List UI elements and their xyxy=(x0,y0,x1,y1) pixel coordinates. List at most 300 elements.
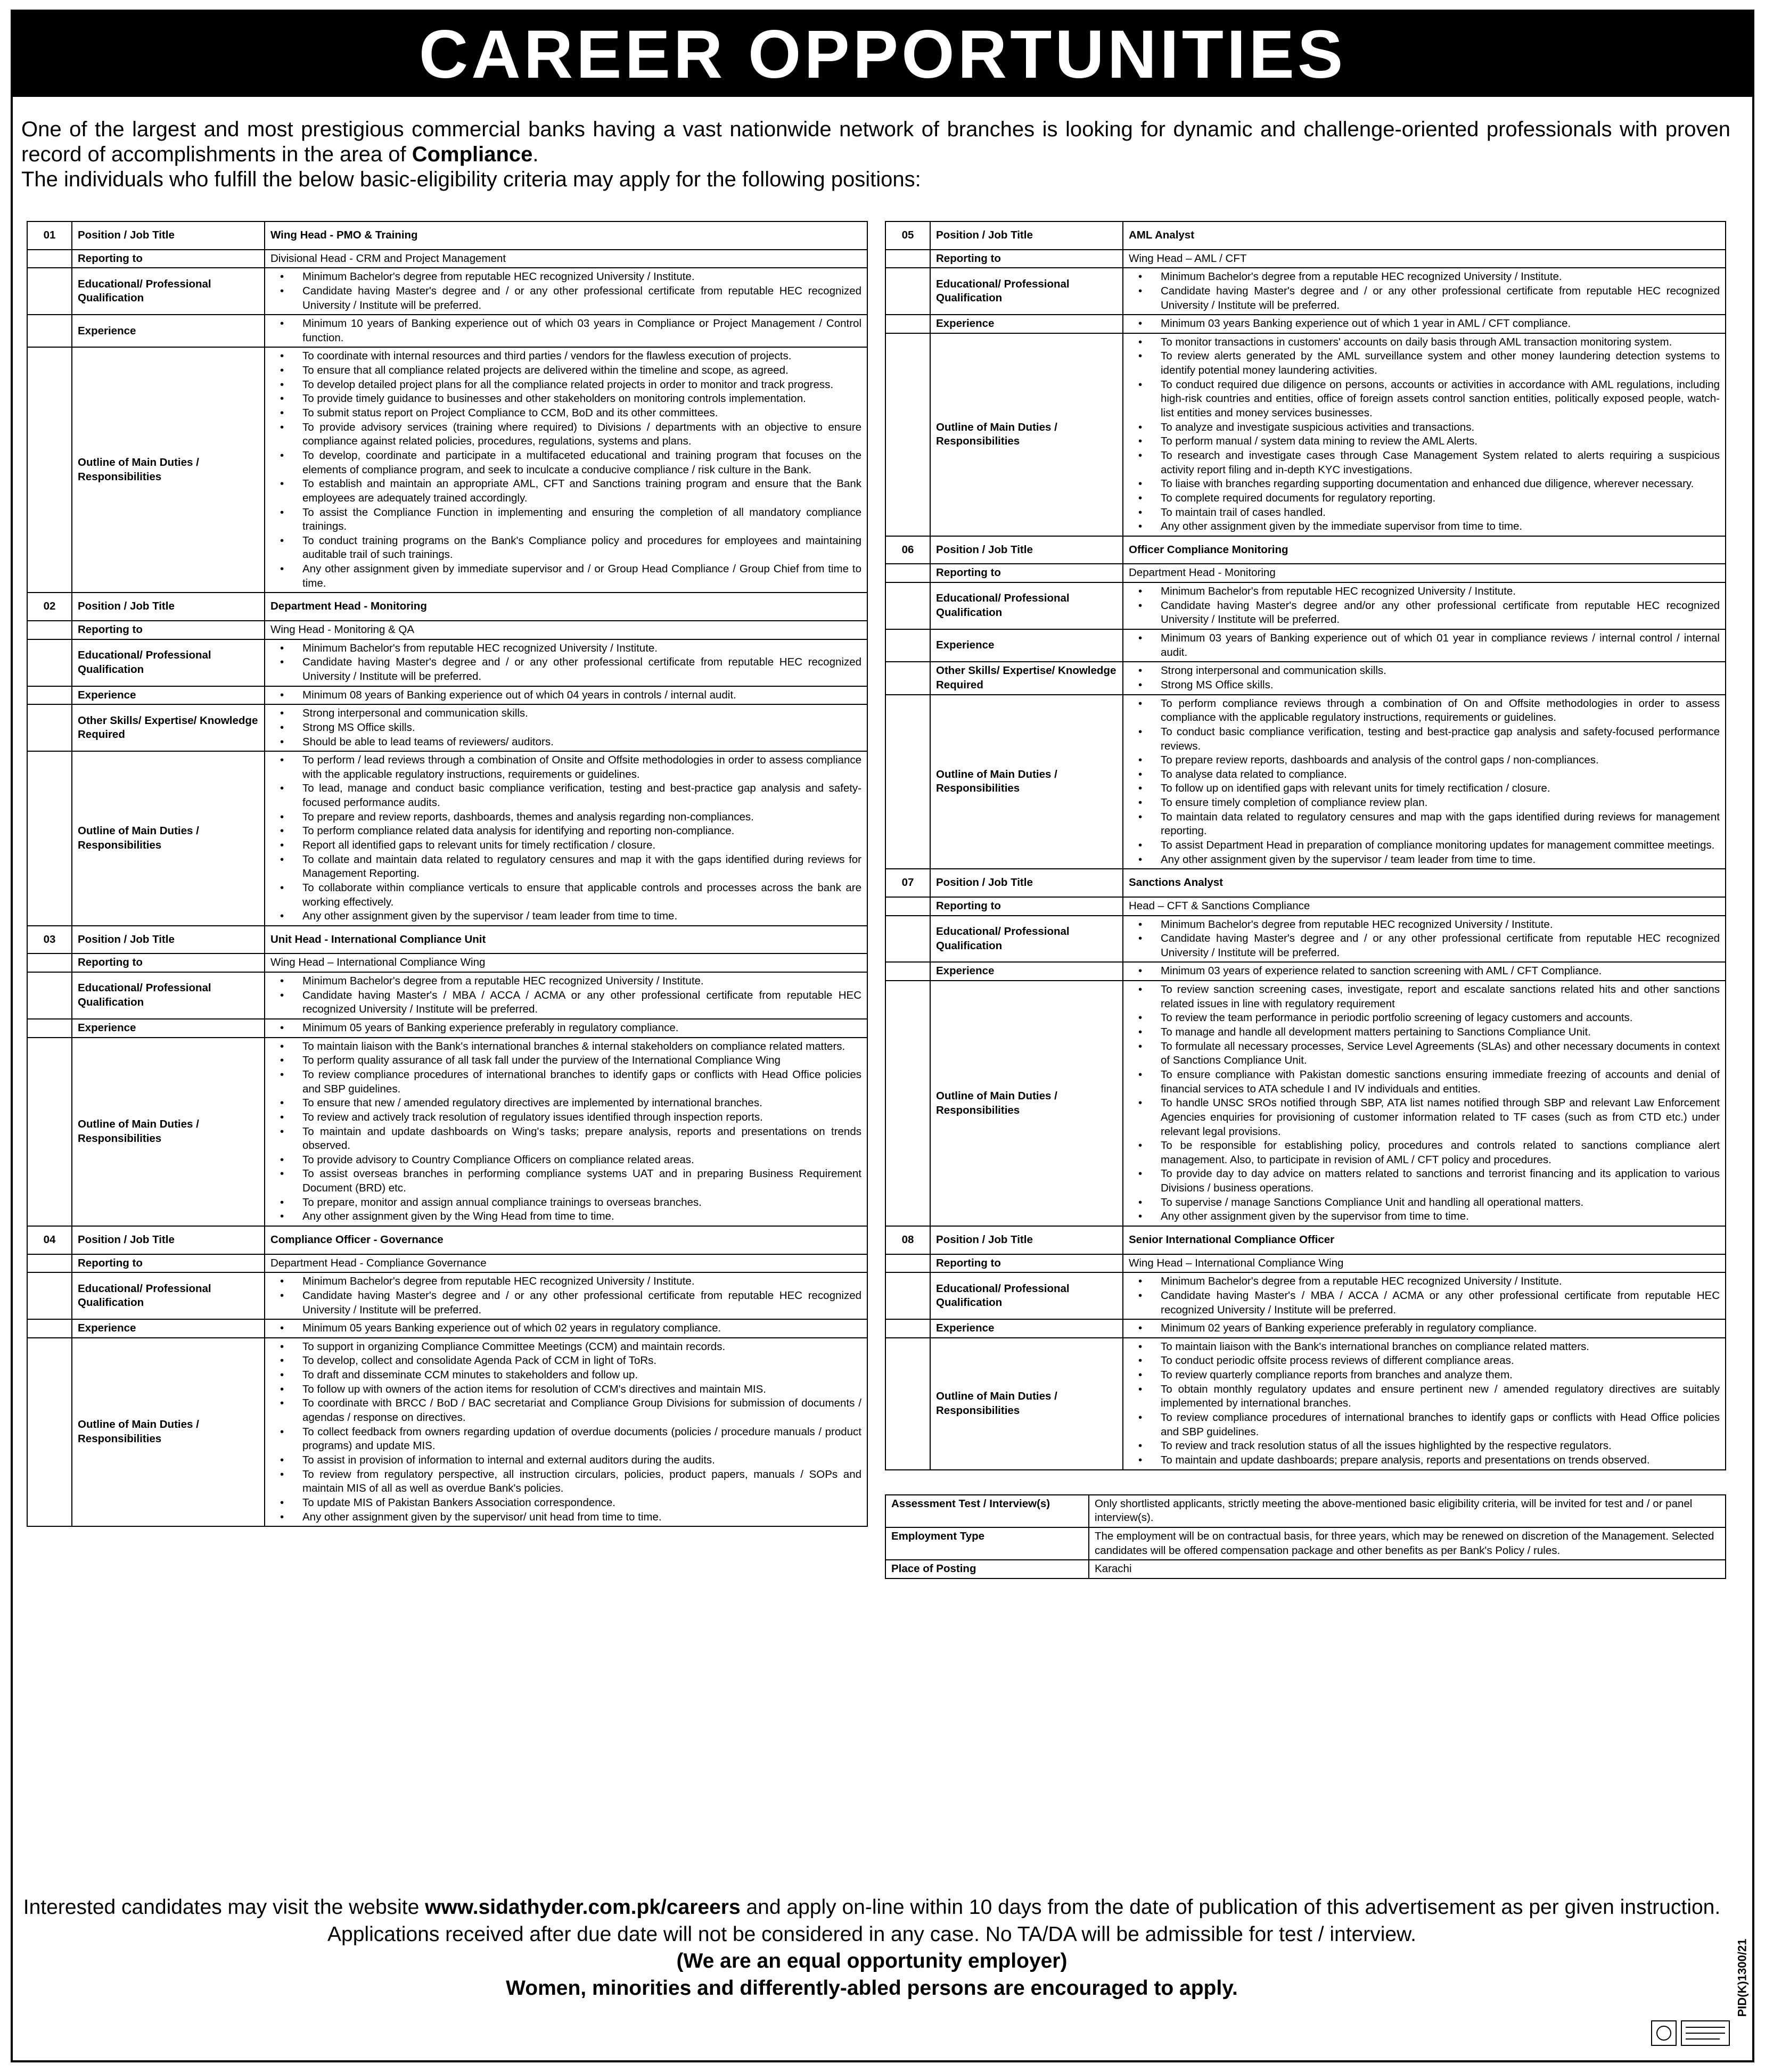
summary-value: Only shortlisted applicants, strictly meeting the above-mentioned basic eligibility criteria, will be invited for test and / or panel interview(s). xyxy=(1089,1495,1726,1527)
experience-label: Experience xyxy=(72,686,265,705)
list-item: • Minimum Bachelor's degree from a reputable HEC recognized University / Institute. xyxy=(1129,1275,1720,1289)
skills-label: Other Skills/ Expertise/ Knowledge Required xyxy=(72,704,265,751)
list-item: • To provide timely guidance to businesses and other stakeholders on monitoring controls implementation. xyxy=(270,392,861,406)
experience-value-list xyxy=(270,1321,861,1336)
skills-label: Other Skills/ Expertise/ Knowledge Required xyxy=(930,662,1123,694)
experience-value xyxy=(265,1019,867,1038)
number-spacer xyxy=(27,972,72,1019)
job-05-reporting-to-row xyxy=(885,250,1726,268)
number-spacer xyxy=(885,981,930,1226)
education-value xyxy=(1123,916,1726,963)
job-number: 05 xyxy=(885,221,930,250)
job-04-reporting-to-row xyxy=(27,1254,867,1273)
experience-value xyxy=(265,315,867,347)
list-item: • To collate and maintain data related to regulatory censures and map it with the gaps identified during reviews for Management Reporting. xyxy=(270,853,861,881)
list-item: • To assist overseas branches in performing compliance systems UAT and in preparing Business Requirement Document (BRD) etc. xyxy=(270,1167,861,1195)
job-01-reporting-to-row xyxy=(27,250,867,268)
education-value xyxy=(265,1272,867,1319)
list-item: • Candidate having Master's / MBA / ACCA / ACMA or any other professional certificate from reputable HEC recognized University / Institute will be preferred. xyxy=(1129,1289,1720,1317)
job-08-position-row xyxy=(885,1226,1726,1254)
apply-prefix: Interested candidates may visit the website xyxy=(23,1896,425,1919)
list-item: • Strong interpersonal and communication skills. xyxy=(270,706,861,721)
list-item: • Should be able to lead teams of reviewers/ auditors. xyxy=(270,735,861,750)
list-item: • Minimum Bachelor's degree from a reputable HEC recognized University / Institute. xyxy=(1129,270,1720,284)
list-item: • To update MIS of Pakistan Bankers Association correspondence. xyxy=(270,1496,861,1510)
reporting-to-value: Department Head - Compliance Governance xyxy=(265,1254,867,1273)
list-item: • To perform compliance reviews through a combination of On and Offsite methodologies in order to assess compliance with the applicable regulatory instructions, requirements or guidelines. xyxy=(1129,697,1720,725)
job-06-reporting-to-row xyxy=(885,564,1726,582)
list-item: • Minimum 03 years of Banking experience out of which 01 year in compliance reviews / internal control / internal audit. xyxy=(1129,631,1720,660)
job-number: 08 xyxy=(885,1226,930,1254)
job-number: 02 xyxy=(27,593,72,621)
list-item: • To review sanction screening cases, investigate, report and escalate sanctions related hits and other sanctions related issues in line with regulatory requirement xyxy=(1129,983,1720,1011)
job-02-skills-row xyxy=(27,704,867,751)
job-04-position-row xyxy=(27,1226,867,1254)
encouragement-statement: Women, minorities and differently-abled persons are encouraged to apply. xyxy=(506,1977,1238,2000)
list-item: • Any other assignment given by the supervisor from time to time. xyxy=(1129,1210,1720,1224)
list-item: • To collaborate within compliance verticals to ensure that applicable controls and processes across the bank are working effectively. xyxy=(270,881,861,909)
job-02-reporting-to-row xyxy=(27,621,867,639)
list-item: • Any other assignment given by the supervisor/ unit head from time to time. xyxy=(270,1510,861,1525)
duties-value xyxy=(265,347,867,593)
number-spacer xyxy=(27,1338,72,1526)
job-title: Wing Head - PMO & Training xyxy=(265,221,867,250)
duties-label: Outline of Main Duties / Responsibilities xyxy=(930,981,1123,1226)
equal-opportunity-statement: (We are an equal opportunity employer) xyxy=(676,1950,1068,1973)
reporting-to-value: Wing Head – International Compliance Wing xyxy=(1123,1254,1726,1273)
experience-label: Experience xyxy=(930,962,1123,981)
education-value-list xyxy=(1129,270,1720,313)
list-item: • Minimum 03 years Banking experience out of which 1 year in AML / CFT compliance. xyxy=(1129,317,1720,331)
number-spacer xyxy=(885,268,930,315)
job-04-education-row xyxy=(27,1272,867,1319)
list-item: • To review the team performance in periodic portfolio screening of legacy customers and accounts. xyxy=(1129,1011,1720,1025)
list-item: • To maintain data related to regulatory censures and map with the gaps identified during reviews for management reporting. xyxy=(1129,810,1720,838)
list-item: • To develop, collect and consolidate Agenda Pack of CCM in light of ToRs. xyxy=(270,1354,861,1368)
list-item: • To review compliance procedures of international branches to identify gaps or conflicts with Head Office policies and SBP guidelines. xyxy=(1129,1411,1720,1439)
job-number: 06 xyxy=(885,536,930,564)
experience-value xyxy=(1123,629,1726,662)
job-04-duties-row xyxy=(27,1338,867,1526)
duties-label: Outline of Main Duties / Responsibilities xyxy=(930,695,1123,869)
job-01-education-row xyxy=(27,268,867,315)
duties-label: Outline of Main Duties / Responsibilities xyxy=(72,1038,265,1226)
number-spacer xyxy=(885,1272,930,1319)
list-item: • To conduct training programs on the Bank's Compliance policy and procedures for employees and maintaining auditable trail of such trainings. xyxy=(270,534,861,562)
job-01-duties-row xyxy=(27,347,867,593)
list-item: • To formulate all necessary processes, Service Level Agreements (SLAs) and other necessary documents in context of Sanctions Compliance Unit. xyxy=(1129,1040,1720,1068)
reporting-to-label: Reporting to xyxy=(930,564,1123,582)
education-value-list xyxy=(270,642,861,684)
experience-label: Experience xyxy=(72,315,265,347)
education-value xyxy=(265,268,867,315)
experience-value-list xyxy=(1129,964,1720,979)
list-item: • To perform / lead reviews through a combination of Onsite and Offsite methodologies in order to assess compliance with the applicable regulatory instructions, requirements or guidelines. xyxy=(270,753,861,782)
publisher-logo-icon xyxy=(1651,2018,1730,2050)
list-item: • Candidate having Master's degree and / or any other professional certificate from reputable HEC recognized University / Institute will be preferred. xyxy=(270,284,861,313)
reporting-to-value: Department Head - Monitoring xyxy=(1123,564,1726,582)
job-07-education-row xyxy=(885,916,1726,963)
job-number: 07 xyxy=(885,869,930,897)
experience-value-list xyxy=(270,317,861,345)
reporting-to-value: Wing Head – International Compliance Wing xyxy=(265,953,867,972)
duties-value xyxy=(1123,981,1726,1226)
summary-label: Assessment Test / Interview(s) xyxy=(885,1495,1089,1527)
list-item: • To prepare review reports, dashboards and analysis of the control gaps / non-compliances. xyxy=(1129,753,1720,768)
list-item: • Strong MS Office skills. xyxy=(1129,678,1720,693)
job-05-duties-row xyxy=(885,333,1726,536)
list-item: • Minimum Bachelor's from reputable HEC recognized University / Institute. xyxy=(1129,585,1720,599)
list-item: • To maintain liaison with the Bank's international branches on compliance related matters. xyxy=(1129,1340,1720,1354)
number-spacer xyxy=(27,1019,72,1038)
number-spacer xyxy=(27,621,72,639)
duties-value-list xyxy=(270,753,861,924)
list-item: • Minimum Bachelor's degree from reputable HEC recognized University / Institute. xyxy=(270,1275,861,1289)
number-spacer xyxy=(27,315,72,347)
education-value-list xyxy=(270,270,861,313)
list-item: • Minimum 10 years of Banking experience out of which 03 years in Compliance or Project Management / Control function. xyxy=(270,317,861,345)
list-item: • To provide advisory services (training where required) to Divisions / departments with an objective to ensure compliance against related policies, procedures, regulations, systems and plans. xyxy=(270,421,861,449)
intro-line-2: The individuals who fulfill the below basic-eligibility criteria may apply for the following positions: xyxy=(21,168,921,192)
reporting-to-value: Wing Head - Monitoring & QA xyxy=(265,621,867,639)
list-item: • Minimum Bachelor's from reputable HEC recognized University / Institute. xyxy=(270,642,861,656)
number-spacer xyxy=(885,662,930,694)
job-07-reporting-to-row xyxy=(885,897,1726,916)
job-03-experience-row xyxy=(27,1019,867,1038)
job-07-experience-row xyxy=(885,962,1726,981)
list-item: • Candidate having Master's degree and / or any other professional certificate from reputable HEC recognized University / Institute will be preferred. xyxy=(1129,932,1720,960)
job-01-position-row xyxy=(27,221,867,250)
job-04-experience-row xyxy=(27,1319,867,1338)
job-title: AML Analyst xyxy=(1123,221,1726,250)
experience-value xyxy=(265,686,867,705)
job-03-position-row xyxy=(27,926,867,954)
summary-label: Employment Type xyxy=(885,1527,1089,1560)
list-item: • Strong interpersonal and communication skills. xyxy=(1129,664,1720,678)
duties-value-list xyxy=(270,349,861,590)
number-spacer xyxy=(885,1254,930,1273)
summary-table xyxy=(885,1494,1726,1579)
job-05-education-row xyxy=(885,268,1726,315)
education-label: Educational/ Professional Qualification xyxy=(930,582,1123,629)
number-spacer xyxy=(27,250,72,268)
position-label: Position / Job Title xyxy=(72,1226,265,1254)
job-03-reporting-to-row xyxy=(27,953,867,972)
list-item: • Any other assignment given by the immediate supervisor from time to time. xyxy=(1129,520,1720,534)
list-item: • To conduct periodic offsite process reviews of different compliance areas. xyxy=(1129,1354,1720,1368)
list-item: • To perform compliance related data analysis for identifying and reporting non-compliance. xyxy=(270,824,861,838)
list-item: • Candidate having Master's / MBA / ACCA / ACMA or any other professional certificate from reputable HEC recognized University / Institute will be preferred. xyxy=(270,989,861,1017)
experience-label: Experience xyxy=(72,1319,265,1338)
list-item: • To research and investigate cases through Case Management System related to alerts requiring a suspicious activity report filing and in-depth KYC investigations. xyxy=(1129,449,1720,477)
list-item: • Minimum 03 years of experience related to sanction screening with AML / CFT Compliance. xyxy=(1129,964,1720,979)
list-item: • To assist in provision of information to internal and external auditors during the audits. xyxy=(270,1453,861,1468)
skills-value xyxy=(1123,662,1726,694)
duties-label: Outline of Main Duties / Responsibilities xyxy=(72,1338,265,1526)
skills-value xyxy=(265,704,867,751)
apply-instructions xyxy=(11,1894,1733,1921)
job-05-position-row xyxy=(885,221,1726,250)
list-item: • Candidate having Master's degree and / or any other professional certificate from reputable HEC recognized University / Institute will be preferred. xyxy=(1129,284,1720,313)
duties-value xyxy=(265,751,867,926)
list-item: • To prepare, monitor and assign annual compliance trainings to overseas branches. xyxy=(270,1196,861,1210)
job-08-education-row xyxy=(885,1272,1726,1319)
list-item: • To complete required documents for regulatory reporting. xyxy=(1129,491,1720,506)
education-label: Educational/ Professional Qualification xyxy=(930,268,1123,315)
list-item: • To maintain and update dashboards; prepare analysis, reports and presentations on trends observed. xyxy=(1129,1453,1720,1468)
job-06-duties-row xyxy=(885,695,1726,869)
jobs-table-left xyxy=(27,221,868,1527)
job-02-experience-row xyxy=(27,686,867,705)
job-title: Officer Compliance Monitoring xyxy=(1123,536,1726,564)
reporting-to-label: Reporting to xyxy=(72,250,265,268)
job-08-reporting-to-row xyxy=(885,1254,1726,1273)
job-06-education-row xyxy=(885,582,1726,629)
experience-label: Experience xyxy=(930,1319,1123,1338)
number-spacer xyxy=(885,629,930,662)
jobs-column-right xyxy=(885,221,1726,1579)
list-item: • Candidate having Master's degree and/or any other professional certificate from reputable HEC recognized University / Institute will be preferred. xyxy=(1129,599,1720,627)
list-item: • Any other assignment given by the supervisor / team leader from time to time. xyxy=(270,909,861,924)
job-02-education-row xyxy=(27,639,867,686)
job-03-education-row xyxy=(27,972,867,1019)
list-item: • Minimum 02 years of Banking experience preferably in regulatory compliance. xyxy=(1129,1321,1720,1336)
list-item: • To ensure that new / amended regulatory directives are implemented by international branches. xyxy=(270,1096,861,1111)
due-date-notice: Applications received after due date will not be considered in any case. No TA/DA will be admissible for test / interview. xyxy=(327,1922,1416,1946)
duties-value xyxy=(1123,695,1726,869)
position-label: Position / Job Title xyxy=(72,926,265,954)
list-item: • To maintain and update dashboards on Wing's tasks; prepare analysis, reports and presentations on trends observed. xyxy=(270,1125,861,1153)
list-item: • To maintain trail of cases handled. xyxy=(1129,506,1720,520)
reporting-to-label: Reporting to xyxy=(930,897,1123,916)
number-spacer xyxy=(885,897,930,916)
number-spacer xyxy=(885,695,930,869)
duties-value xyxy=(265,1038,867,1226)
experience-value-list xyxy=(270,688,861,703)
list-item: • To follow up with owners of the action items for resolution of CCM's directives and maintain MIS. xyxy=(270,1383,861,1397)
list-item: • Any other assignment given by the Wing Head from time to time. xyxy=(270,1210,861,1224)
summary-row xyxy=(885,1527,1726,1560)
job-08-experience-row xyxy=(885,1319,1726,1338)
list-item: • To ensure timely completion of compliance review plan. xyxy=(1129,796,1720,810)
education-label: Educational/ Professional Qualification xyxy=(930,1272,1123,1319)
duties-value-list xyxy=(1129,335,1720,534)
education-value-list xyxy=(1129,585,1720,627)
list-item: • Minimum Bachelor's degree from a reputable HEC recognized University / Institute. xyxy=(270,974,861,989)
careers-website-link[interactable]: www.sidathyder.com.pk/careers xyxy=(425,1896,741,1919)
list-item: • Any other assignment given by the supervisor / team leader from time to time. xyxy=(1129,853,1720,867)
education-value xyxy=(265,639,867,686)
job-01-experience-row xyxy=(27,315,867,347)
duties-label: Outline of Main Duties / Responsibilities xyxy=(72,347,265,593)
number-spacer xyxy=(885,564,930,582)
skills-value-list xyxy=(1129,664,1720,692)
list-item: • To develop detailed project plans for all the compliance related projects in order to monitor and track progress. xyxy=(270,378,861,392)
intro-line-1 xyxy=(21,117,1730,167)
list-item: • To provide day to day advice on matters related to sanctions and terrorist financing and its application to various Divisions / business operations. xyxy=(1129,1167,1720,1195)
job-05-experience-row xyxy=(885,315,1726,333)
experience-value xyxy=(1123,1319,1726,1338)
reporting-to-label: Reporting to xyxy=(72,953,265,972)
list-item: • Candidate having Master's degree and / or any other professional certificate from reputable HEC recognized University / Institute will be preferred. xyxy=(270,655,861,684)
number-spacer xyxy=(27,1272,72,1319)
list-item: • Minimum Bachelor's degree from reputable HEC recognized University / Institute. xyxy=(1129,918,1720,932)
list-item: • Minimum 08 years of Banking experience out of which 04 years in controls / internal audit. xyxy=(270,688,861,703)
number-spacer xyxy=(27,639,72,686)
number-spacer xyxy=(885,250,930,268)
job-07-position-row xyxy=(885,869,1726,897)
number-spacer xyxy=(885,1338,930,1470)
list-item: • Minimum Bachelor's degree from reputable HEC recognized University / Institute. xyxy=(270,270,861,284)
list-item: • To follow up on identified gaps with relevant units for timely rectification / closure. xyxy=(1129,782,1720,796)
summary-value: The employment will be on contractual basis, for three years, which may be renewed on discretion of the Management. Selected candidates will be offered compensation package and other benefits as per Bank's Policy / rules. xyxy=(1089,1527,1726,1560)
experience-value xyxy=(1123,315,1726,333)
duties-value-list xyxy=(270,1340,861,1524)
job-title: Senior International Compliance Officer xyxy=(1123,1226,1726,1254)
education-value xyxy=(1123,268,1726,315)
duties-label: Outline of Main Duties / Responsibilities xyxy=(930,333,1123,536)
job-title: Unit Head - International Compliance Unit xyxy=(265,926,867,954)
experience-label: Experience xyxy=(930,315,1123,333)
list-item: • Minimum 05 years of Banking experience preferably in regulatory compliance. xyxy=(270,1021,861,1035)
job-03-duties-row xyxy=(27,1038,867,1226)
number-spacer xyxy=(885,962,930,981)
experience-label: Experience xyxy=(930,629,1123,662)
skills-value-list xyxy=(270,706,861,749)
reporting-to-label: Reporting to xyxy=(930,1254,1123,1273)
number-spacer xyxy=(27,1038,72,1226)
position-label: Position / Job Title xyxy=(72,593,265,621)
duties-value-list xyxy=(1129,1340,1720,1468)
list-item: • To analyze and investigate suspicious activities and transactions. xyxy=(1129,421,1720,435)
number-spacer xyxy=(885,315,930,333)
reporting-to-label: Reporting to xyxy=(72,1254,265,1273)
pid-code-text: PID(K)1300/21 xyxy=(1735,1938,1748,2017)
intro-text xyxy=(21,117,1730,193)
list-item: • To develop, coordinate and participate in a multifaceted educational and training program that focuses on the elements of compliance program, and seek to inculcate a conducive compliance / risk culture in the Bank. xyxy=(270,449,861,477)
position-label: Position / Job Title xyxy=(930,221,1123,250)
reporting-to-value: Head – CFT & Sanctions Compliance xyxy=(1123,897,1726,916)
list-item: • To review and track resolution status of all the issues highlighted by the respective regulators. xyxy=(1129,1439,1720,1453)
job-02-position-row xyxy=(27,593,867,621)
job-02-duties-row xyxy=(27,751,867,926)
job-title: Sanctions Analyst xyxy=(1123,869,1726,897)
list-item: • Candidate having Master's degree and / or any other professional certificate from reputable HEC recognized University / Institute will be preferred. xyxy=(270,1289,861,1317)
number-spacer xyxy=(27,347,72,593)
education-value-list xyxy=(270,974,861,1017)
summary-label: Place of Posting xyxy=(885,1560,1089,1578)
list-item: • To monitor transactions in customers' accounts on daily basis through AML transaction monitoring system. xyxy=(1129,335,1720,350)
list-item: • To draft and disseminate CCM minutes to stakeholders and follow up. xyxy=(270,1368,861,1383)
list-item: • To perform quality assurance of all task fall under the purview of the International Compliance Wing xyxy=(270,1054,861,1068)
job-07-duties-row xyxy=(885,981,1726,1226)
list-item: • To review and actively track resolution of regulatory issues identified through inspection reports. xyxy=(270,1111,861,1125)
list-item: • Report all identified gaps to relevant units for timely rectification / closure. xyxy=(270,838,861,853)
duties-value xyxy=(1123,333,1726,536)
number-spacer xyxy=(885,333,930,536)
reporting-to-value: Wing Head – AML / CFT xyxy=(1123,250,1726,268)
number-spacer xyxy=(27,751,72,926)
job-number: 03 xyxy=(27,926,72,954)
intro-line-1-end: . xyxy=(532,143,539,167)
list-item: • To assist Department Head in preparation of compliance monitoring updates for management committee meetings. xyxy=(1129,838,1720,853)
intro-compliance-bold: Compliance xyxy=(412,143,533,167)
job-number: 04 xyxy=(27,1226,72,1254)
number-spacer xyxy=(27,704,72,751)
experience-value-list xyxy=(1129,1321,1720,1336)
duties-value xyxy=(265,1338,867,1526)
education-label: Educational/ Professional Qualification xyxy=(72,972,265,1019)
education-label: Educational/ Professional Qualification xyxy=(72,639,265,686)
footer xyxy=(11,1894,1733,2002)
list-item: • To analyse data related to compliance. xyxy=(1129,768,1720,782)
pid-code xyxy=(1731,1925,1753,2031)
summary-row xyxy=(885,1560,1726,1578)
duties-label: Outline of Main Duties / Responsibilities xyxy=(930,1338,1123,1470)
position-label: Position / Job Title xyxy=(930,869,1123,897)
list-item: • To obtain monthly regulatory updates and ensure pertinent new / amended regulatory directives are suitably implemented by international branches. xyxy=(1129,1383,1720,1411)
list-item: • Minimum 05 years Banking experience out of which 02 years in regulatory compliance. xyxy=(270,1321,861,1336)
reporting-to-value: Divisional Head - CRM and Project Management xyxy=(265,250,867,268)
number-spacer xyxy=(885,1319,930,1338)
number-spacer xyxy=(27,686,72,705)
job-title: Compliance Officer - Governance xyxy=(265,1226,867,1254)
list-item: • To review quarterly compliance reports from branches and analyze them. xyxy=(1129,1368,1720,1383)
job-06-position-row xyxy=(885,536,1726,564)
experience-value-list xyxy=(270,1021,861,1035)
duties-value xyxy=(1123,1338,1726,1470)
list-item: • To coordinate with internal resources and third parties / vendors for the flawless execution of projects. xyxy=(270,349,861,364)
list-item: • To collect feedback from owners regarding updation of overdue documents (policies / procedure manuals / product programs) and update MIS. xyxy=(270,1425,861,1453)
job-number: 01 xyxy=(27,221,72,250)
duties-value-list xyxy=(1129,697,1720,867)
list-item: • To provide advisory to Country Compliance Officers on compliance related areas. xyxy=(270,1153,861,1167)
list-item: • To review alerts generated by the AML surveillance system and other money laundering detection systems to identify potential money laundering activities. xyxy=(1129,349,1720,377)
summary-row xyxy=(885,1495,1726,1527)
job-06-experience-row xyxy=(885,629,1726,662)
number-spacer xyxy=(27,953,72,972)
list-item: • To coordinate with BRCC / BoD / BAC secretariat and Compliance Group Divisions for submission of documents / agendas / response on directives. xyxy=(270,1396,861,1425)
apply-suffix: and apply on-line within 10 days from the date of publication of this advertisement as per given instruction. xyxy=(740,1896,1721,1919)
list-item: • To conduct basic compliance verification, testing and best-practice gap analysis and safety-focused performance reviews. xyxy=(1129,725,1720,753)
jobs-column-left xyxy=(27,221,868,1527)
list-item: • Strong MS Office skills. xyxy=(270,721,861,735)
education-value xyxy=(1123,1272,1726,1319)
list-item: • To establish and maintain an appropriate AML, CFT and Sanctions training program and ensure that the Bank employees are adequately trained accordingly. xyxy=(270,477,861,505)
education-value-list xyxy=(1129,1275,1720,1317)
list-item: • To maintain liaison with the Bank's international branches & internal stakeholders on compliance related matters. xyxy=(270,1040,861,1054)
job-title: Department Head - Monitoring xyxy=(265,593,867,621)
experience-value xyxy=(265,1319,867,1338)
list-item: • To assist the Compliance Function in implementing and ensuring the completion of all mandatory compliance trainings. xyxy=(270,506,861,534)
summary-value: Karachi xyxy=(1089,1560,1726,1578)
education-value xyxy=(265,972,867,1019)
list-item: • To ensure that all compliance related projects are delivered within the timeline and scope, as agreed. xyxy=(270,364,861,378)
duties-label: Outline of Main Duties / Responsibilities xyxy=(72,751,265,926)
list-item: • To manage and handle all development matters pertaining to Sanctions Compliance Unit. xyxy=(1129,1025,1720,1040)
position-label: Position / Job Title xyxy=(930,536,1123,564)
list-item: • To support in organizing Compliance Committee Meetings (CCM) and maintain records. xyxy=(270,1340,861,1354)
education-value-list xyxy=(1129,918,1720,960)
list-item: • To handle UNSC SROs notified through SBP, ATA list names notified through SBP and relevant Law Enforcement Agencies enquiries for provisioning of customer information related to TF cases (such as from CTD etc.) under relevant legal provisions. xyxy=(1129,1096,1720,1139)
jobs-table-right xyxy=(885,221,1726,1470)
experience-value-list xyxy=(1129,631,1720,660)
job-06-skills-row xyxy=(885,662,1726,694)
number-spacer xyxy=(885,916,930,963)
experience-value xyxy=(1123,962,1726,981)
experience-label: Experience xyxy=(72,1019,265,1038)
job-08-duties-row xyxy=(885,1338,1726,1470)
